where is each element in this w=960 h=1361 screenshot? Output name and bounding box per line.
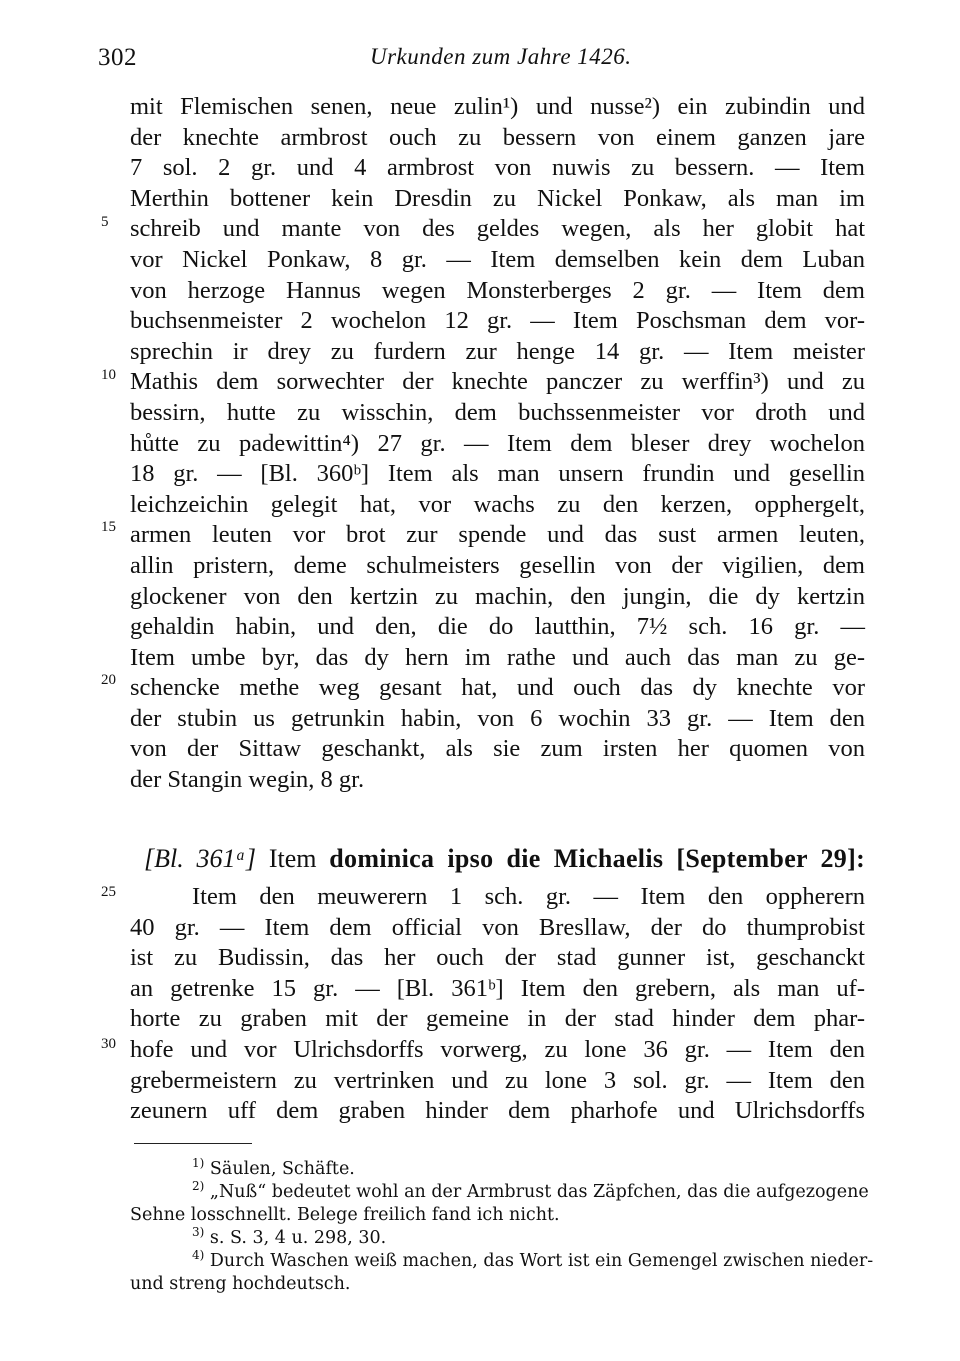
line-number-15: 15 [101,519,116,535]
footnote-3 [130,1227,865,1250]
text-line: horte zu graben mit der gemeine in der stad hinder dem phar- [130,1005,865,1033]
line-number-5: 5 [101,214,109,230]
page-header [0,38,960,78]
text-line: vor Nickel Ponkaw, 8 gr. — Item demselben kein dem Luban [130,245,865,273]
footnote-text: s. S. 3, 4 u. 298, 30. [209,1228,387,1248]
text-line: gehaldin habin, und den, die do lautthin, 7½ sch. 16 gr. — [130,613,865,641]
text-line: leichzeichin gelegit hat, vor wachs zu den kerzen, opphergelt, [130,490,865,518]
text-line: bessirn, hutte zu wisschin, dem buchssenmeister vor droth und [130,398,865,426]
heading-event: dominica ipso die Michaelis [September 29]: [329,844,866,873]
text-line: von der Sittaw geschankt, als sie zum irsten her quomen von [130,735,865,763]
section-michaelis [130,840,865,1127]
text-line: sprechin ir drey zu furdern zur henge 14 gr. — Item meister [130,337,865,365]
text-line: Merthin bottener kein Dresdin zu Nickel Ponkaw, als man im [130,184,865,212]
paragraph-1 [130,92,865,796]
text-line: ist zu Budissin, das her ouch der stad gunner ist, geschanckt [130,944,865,972]
text-line: zeunern uff dem graben hinder dem pharhofe und Ulrichsdorffs [130,1097,865,1125]
text-line: Item umbe byr, das dy hern im rathe und auch das man zu ge- [130,643,865,671]
footnote-text: Säulen, Schäfte. [209,1159,355,1179]
footnote-mark: 1) [192,1156,205,1171]
line-number-30: 30 [101,1036,116,1052]
running-head: Urkunden zum Jahre 1426. [370,44,632,69]
text-line: buchsenmeister 2 wochelon 12 gr. — Item Poschsman dem vor- [130,307,865,335]
text-line: 7 sol. 2 gr. und 4 armbrost von nuwis zu bessern. — Item [130,154,865,182]
text-line: hofe und vor Ulrichsdorffs vorwerg, zu lone 36 gr. — Item den [130,1035,865,1063]
text-line: allin pristern, deme schulmeisters gesellin von der vigilien, dem [130,551,865,579]
line-number-25: 25 [101,884,116,900]
footnote-2 [130,1179,869,1204]
footnote-text: Durch Waschen weiß machen, das Wort ist ein Gemengel zwischen nieder- [209,1251,874,1271]
text-line: mit Flemischen senen, neue zulin¹) und nusse²) ein zubindin und [130,93,865,120]
page-number: 302 [98,44,137,71]
text-line: glockener von den kertzin zu machin, den jungin, die dy kertzin [130,582,865,610]
footnote-4 [130,1248,874,1273]
text-line: hůtte zu padewittin⁴) 27 gr. — Item dem bleser drey wochelon [130,429,865,457]
text-line: Item den meuwerern 1 sch. gr. — Item den oppherern [192,883,865,910]
text-line: an getrenke 15 gr. — [Bl. 361ᵇ] Item den grebern, als man uf- [130,974,865,1002]
footnote-4-continued [130,1273,865,1296]
text-line: der stubin us getrunkin habin, von 6 wochin 33 gr. — Item den [130,704,865,732]
text-line: grebermeistern zu vertrinken und zu lone 3 sol. gr. — Item den [130,1066,865,1094]
text-line: Mathis dem sorwechter der knechte panczer zu werffin³) und zu [130,368,865,396]
footnote-1 [130,1158,865,1181]
text-line: der knechte armbrost ouch zu bessern von einem ganzen jare [130,123,865,151]
text-line: armen leuten vor brot zur spende und das sust armen leuten, [130,521,865,549]
footnote-divider [134,1143,252,1144]
footnotes [130,1156,874,1296]
footnote-mark: 3) [192,1225,205,1240]
text-line: 40 gr. — Item dem official von Bresllaw, der do thumprobist [130,913,865,941]
heading-item: Item [268,844,317,873]
line-number-20: 20 [101,672,116,688]
footnote-mark: 4) [192,1248,205,1263]
footnote-text: „Nuß“ bedeutet wohl an der Armbrust das Zäpfchen, das die aufgezogene [209,1182,869,1202]
footnote-mark: 2) [192,1179,205,1194]
footnote-text: Sehne losschnellt. Belege freilich fand ich nicht. [130,1205,560,1225]
text-line: der Stangin wegin, 8 gr. [130,766,365,794]
footnote-2-continued [130,1204,865,1227]
footnote-text: und streng hochdeutsch. [130,1274,351,1294]
text-line: 18 gr. — [Bl. 360ᵇ] Item als man unsern frundin und gesellin [130,460,865,488]
section-heading [130,840,865,878]
folio-reference: [Bl. 361ᵃ] [144,844,257,873]
text-line: schreib und mante von des geldes wegen, als her globit hat [130,215,865,243]
line-number-10: 10 [101,367,116,383]
text-line: schencke methe weg gesant hat, und ouch das dy knechte vor [130,674,865,702]
text-line: von herzoge Hannus wegen Monsterberges 2 gr. — Item dem [130,276,865,304]
